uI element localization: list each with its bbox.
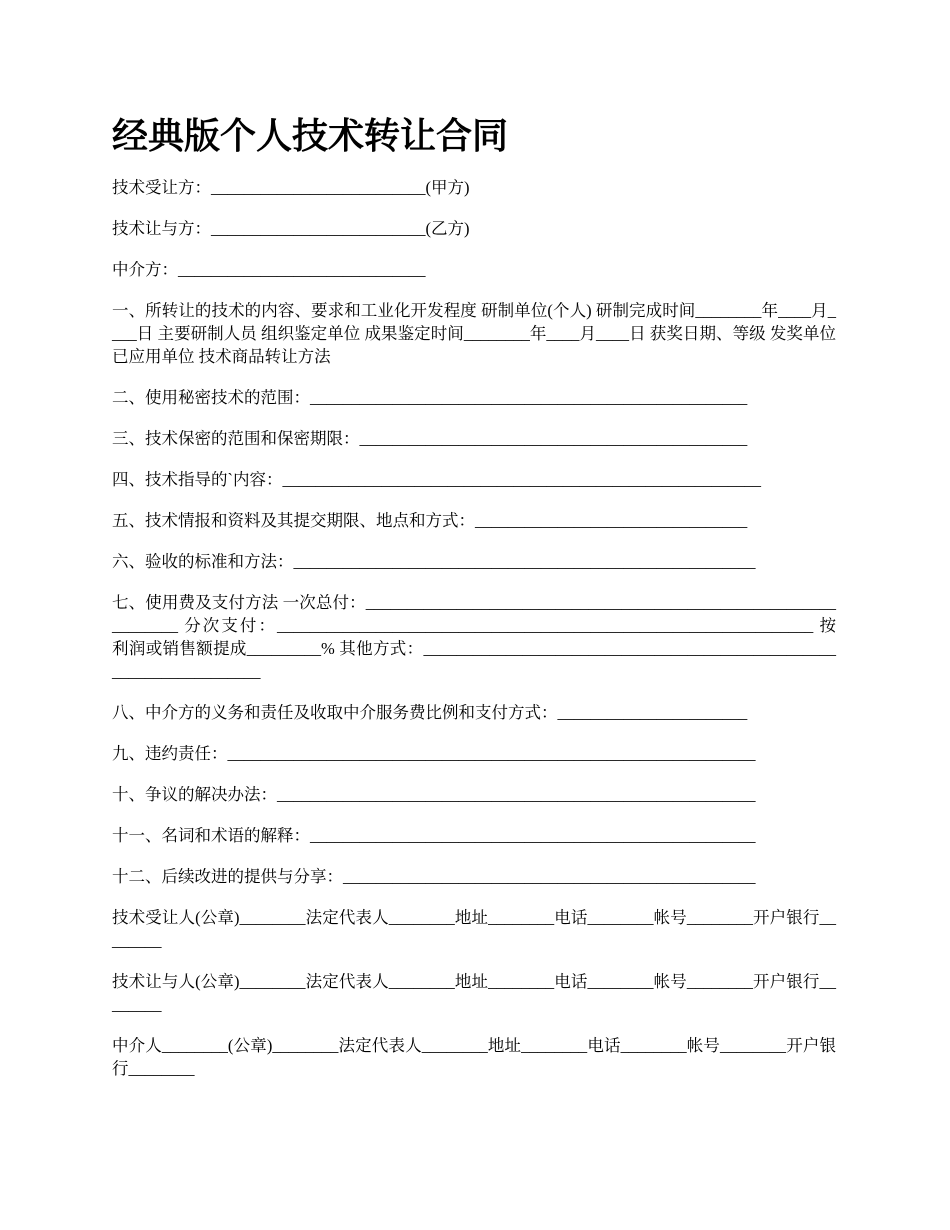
clause-3-confidentiality: 三、技术保密的范围和保密期限：_______________________________________________ <box>112 429 748 448</box>
clause-5-information-delivery: 五、技术情报和资料及其提交期限、地点和方式：_________________________________ <box>112 511 748 530</box>
clause-9-liability: 九、违约责任：________________________________________________________________ <box>112 744 756 763</box>
document-title: 经典版个人技术转让合同 <box>112 116 509 156</box>
intermediary-line: 中介方：______________________________ <box>112 260 426 279</box>
clause-10-dispute: 十、争议的解决办法：__________________________________________________________ <box>112 785 756 804</box>
clause-12-improvements: 十二、后续改进的提供与分享：__________________________________________________ <box>112 867 756 886</box>
party-a-line: 技术受让方：__________________________(甲方) <box>112 178 470 197</box>
clause-1-technology-content: 一、所转让的技术的内容、要求和工业化开发程度 研制单位(个人) 研制完成时间________年____月____日 主要研制人员 组织鉴定单位 成果鉴定时间________年____月____日 获奖日期、等级 发奖单位 已应用单位 技术商品转让方法 <box>112 301 836 366</box>
party-b-line: 技术让与方：__________________________(乙方) <box>112 219 470 238</box>
signature-transferee: 技术受让人(公章)________法定代表人________地址________电话________帐号________开户银行________ <box>112 908 836 950</box>
clause-6-acceptance: 六、验收的标准和方法：________________________________________________________ <box>112 552 756 571</box>
signature-intermediary: 中介人________(公章)________法定代表人________地址________电话________帐号________开户银行________ <box>112 1036 836 1078</box>
clause-2-secret-scope: 二、使用秘密技术的范围：_____________________________________________________ <box>112 388 748 407</box>
clause-11-terms: 十一、名词和术语的解释：______________________________________________________ <box>112 826 756 845</box>
clause-7-payment: 七、使用费及支付方法 一次总付：_________________________________________________________________ 分次支付：_________________________________________________________________ 按利润或销售额提成_________% 其他方式：____________________________________________________________________ <box>112 593 836 681</box>
clause-8-intermediary-duties: 八、中介方的义务和责任及收取中介服务费比例和支付方式：_______________________ <box>112 703 748 722</box>
document-body <box>112 176 836 1098</box>
clause-4-guidance: 四、技术指导的`内容：__________________________________________________________ <box>112 470 761 489</box>
signature-transferor: 技术让与人(公章)________法定代表人________地址________电话________帐号________开户银行________ <box>112 972 836 1014</box>
